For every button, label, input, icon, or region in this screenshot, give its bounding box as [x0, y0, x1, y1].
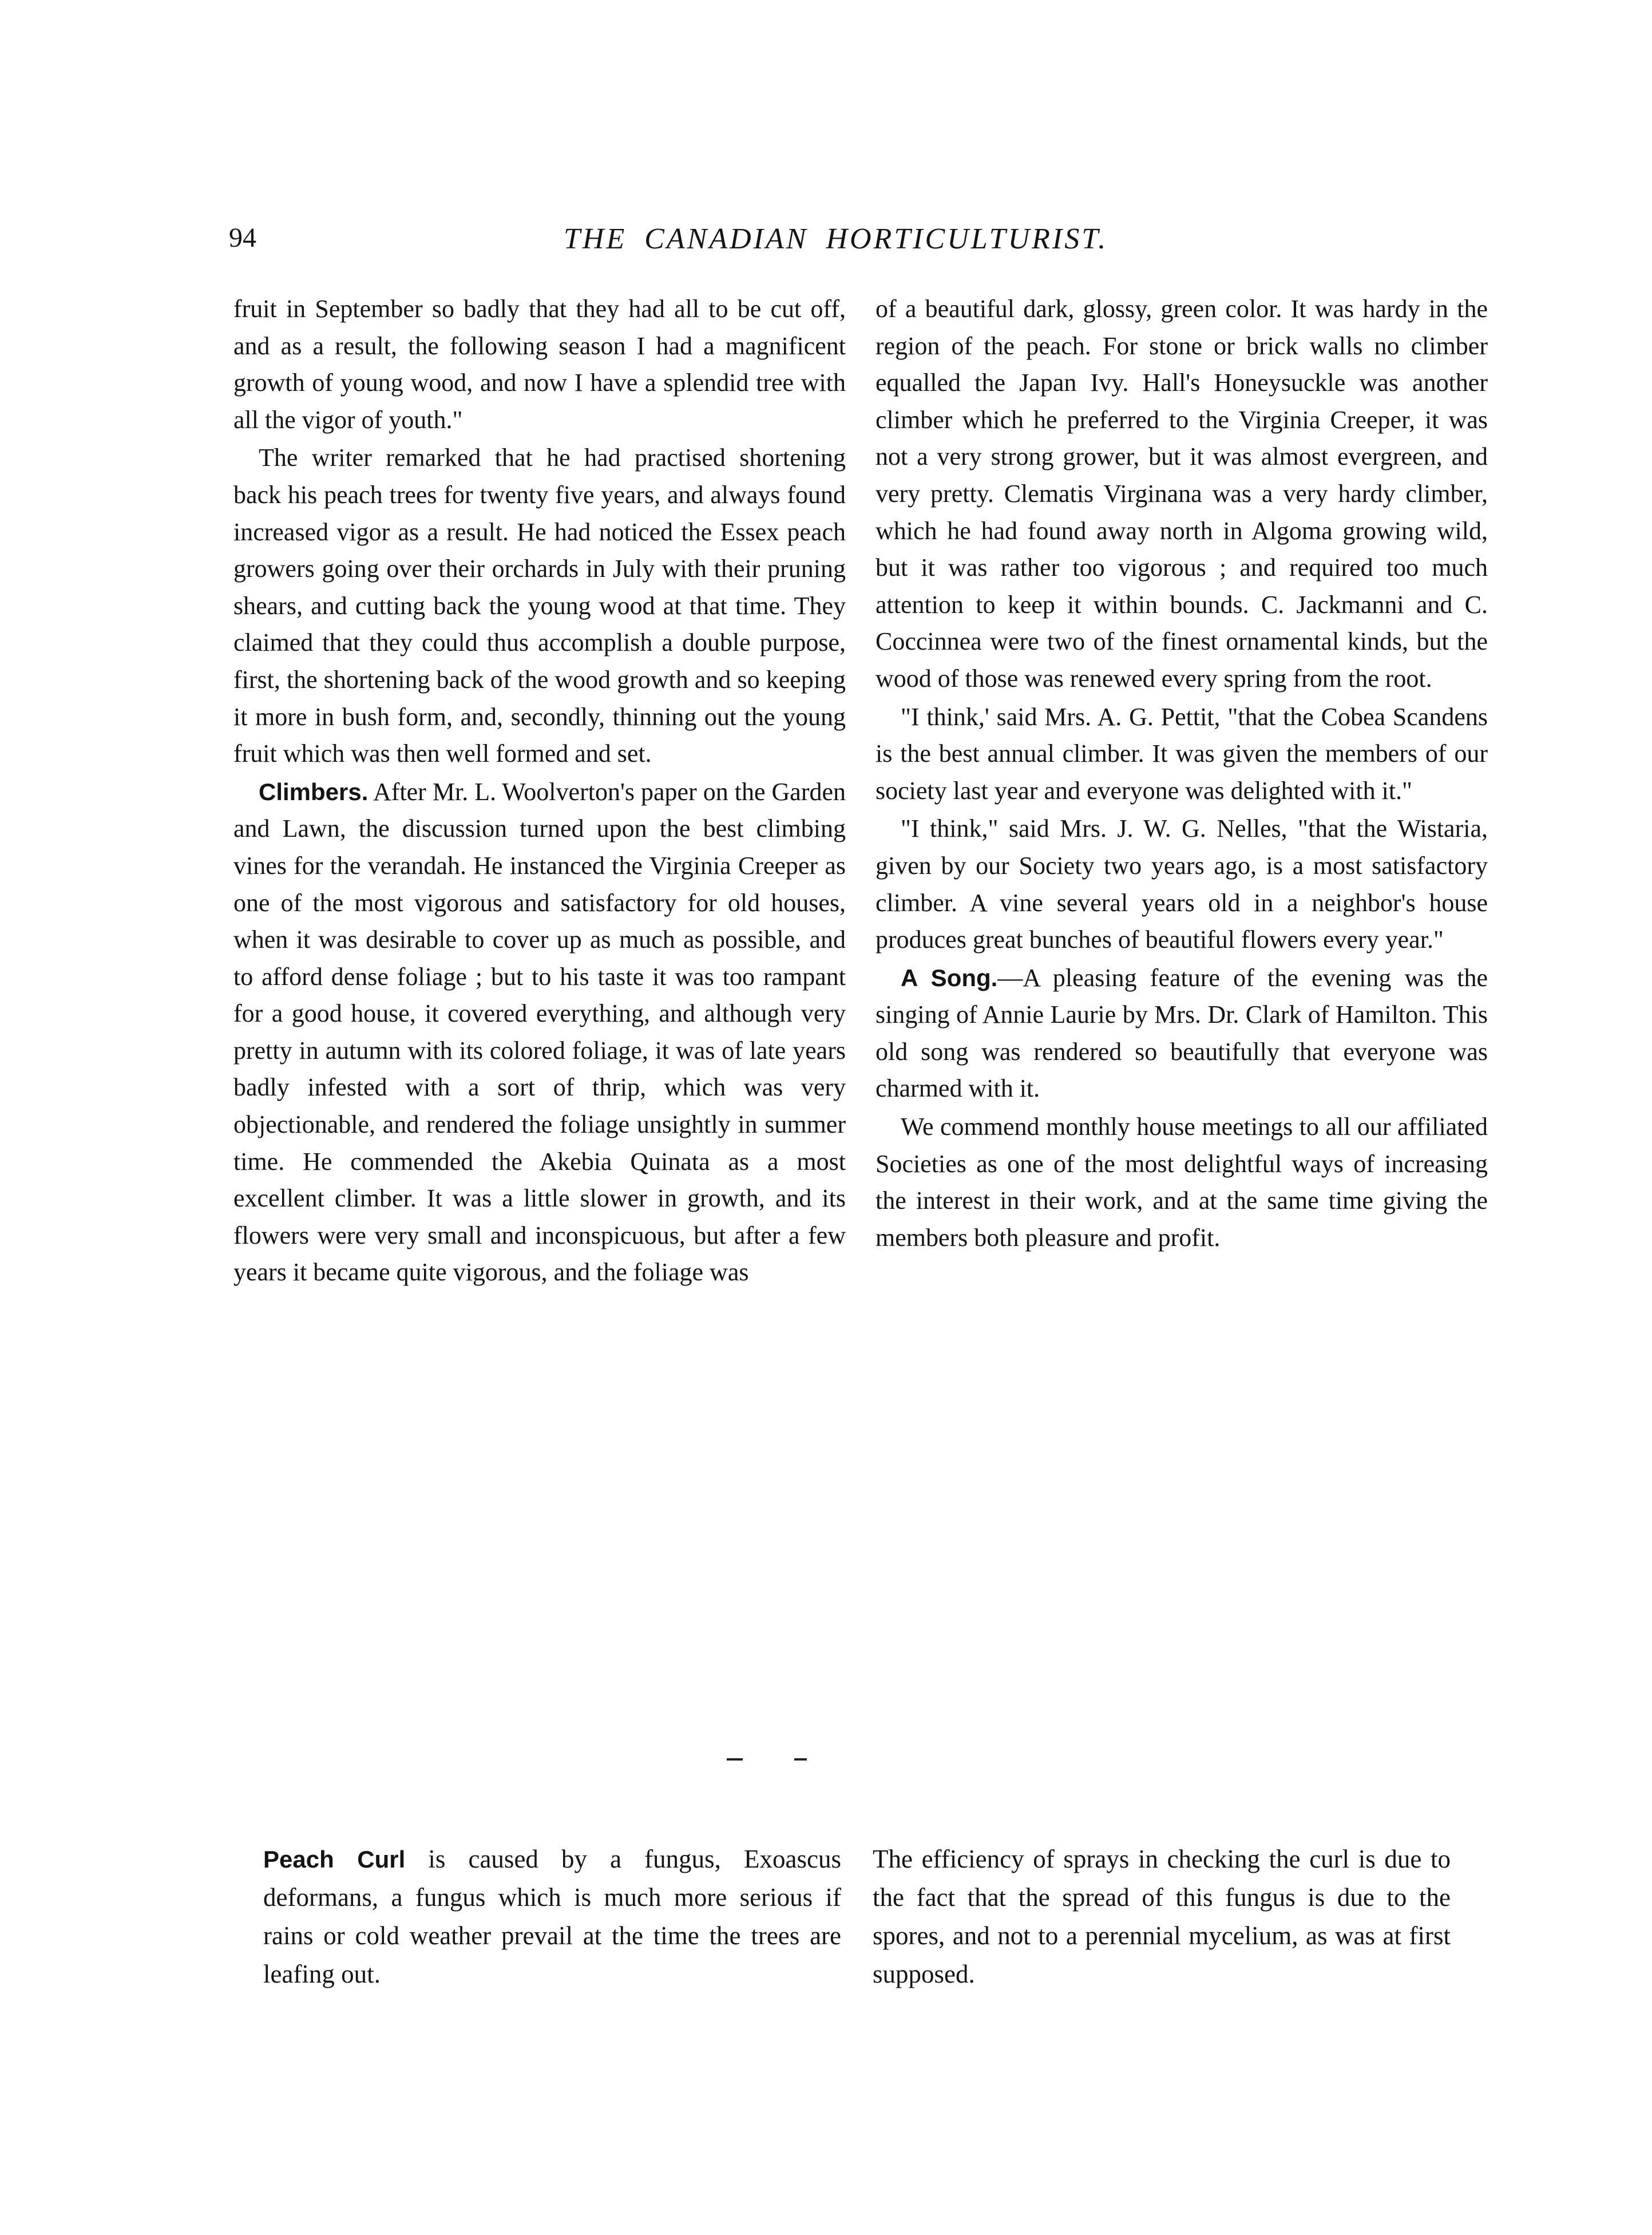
paragraph-climbers — [233, 774, 846, 1291]
page-number: 94 — [229, 223, 256, 253]
paragraph-body: is caused by a fungus, Exoascus deformans, a fungus which is much more serious if rains or cold weather prevail at the time the trees are leafing out. — [263, 1845, 841, 1988]
paragraph — [263, 1840, 841, 1993]
section-heading: A Song. — [901, 964, 998, 991]
paragraph: of a beautiful dark, glossy, green color. It was hardy in the region of the peach. For stone or brick walls no climber equalled the Japan Ivy. Hall's Honeysuckle was another climber which he preferred to the Virginia Creeper, it was not a very strong grower, but it was almost evergreen, and very pretty. Clematis Virginana was a very hardy climber, which he had found away north in Algoma growing wild, but it was rather too vigorous ; and required too much attention to keep it within bounds. C. Jackmanni and C. Coccinnea were two of the finest ornamental kinds, but the wood of those was renewed every spring from the root. — [875, 295, 1488, 693]
paragraph: We commend monthly house meetings to all our affiliated Societies as one of the most delightful ways of increasing the interest in their work, and at the same time giving the members both pleasure and profit. — [875, 1113, 1488, 1252]
section-separator — [727, 1756, 813, 1762]
paragraph-body: After Mr. L. Woolverton's paper on the Garden and Lawn, the discussion turned upon the best climbing vines for the verandah. He instanced the Virginia Creeper as one of the most vigorous and satisfactory for old houses, when it was desirable to cover up as much as possible, and to afford dense foliage ; but to his taste it was too rampant for a good house, it covered everything, and although very pretty in autumn with its colored foliage, it was of late years badly infested with a sort of thrip, which was very objectionable, and rendered the foliage unsightly in summer time. He commended the Akebia Quinata as a most excellent climber. It was a little slower in growth, and its flowers were very small and inconspicuous, but after a few years it became quite vigorous, and the foliage was — [233, 777, 846, 1287]
bottom-left-note — [263, 1840, 841, 1993]
paragraph: fruit in September so badly that they had all to be cut off, and as a result, the following season I had a magnificent growth of young wood, and now I have a splendid tree with all the vigor of youth." — [233, 295, 846, 434]
paragraph-song — [875, 960, 1488, 1107]
running-title: THE CANADIAN HORTICULTURIST. — [564, 223, 1108, 255]
paragraph: The writer remarked that he had practised shortening back his peach trees for twenty five years, and always found increased vigor as a result. He had noticed the Essex peach growers going over their orchards in July with their pruning shears, and cutting back the young wood at that time. They claimed that they could thus accomplish a double purpose, first, the shortening back of the wood growth and so keeping it more in bush form, and, secondly, thinning out the young fruit which was then well formed and set. — [233, 444, 846, 768]
paragraph: The efficiency of sprays in checking the curl is due to the fact that the spread of this fungus is due to the spores, and not to a perennial mycelium, as was at first supposed. — [873, 1845, 1451, 1988]
section-heading: Peach Curl — [263, 1846, 406, 1873]
right-column — [875, 291, 1488, 1256]
paragraph: "I think," said Mrs. J. W. G. Nelles, "that the Wistaria, given by our Society two years ago, is a most satisfactory climber. A vine several years old in a neighbor's house produces great bunches of beautiful flowers every year." — [875, 814, 1488, 954]
paragraph-body: —A pleasing feature of the evening was the singing of Annie Laurie by Mrs. Dr. Clark of Hamilton. This old song was rendered so beautifully that everyone was charmed with it. — [875, 963, 1488, 1103]
paragraph: "I think,' said Mrs. A. G. Pettit, "that the Cobea Scandens is the best annual climber. It was given the members of our society last year and everyone was delighted with it." — [875, 702, 1488, 805]
bottom-right-note — [873, 1840, 1451, 1993]
section-heading: Climbers. — [259, 778, 369, 805]
left-column — [233, 291, 846, 1291]
